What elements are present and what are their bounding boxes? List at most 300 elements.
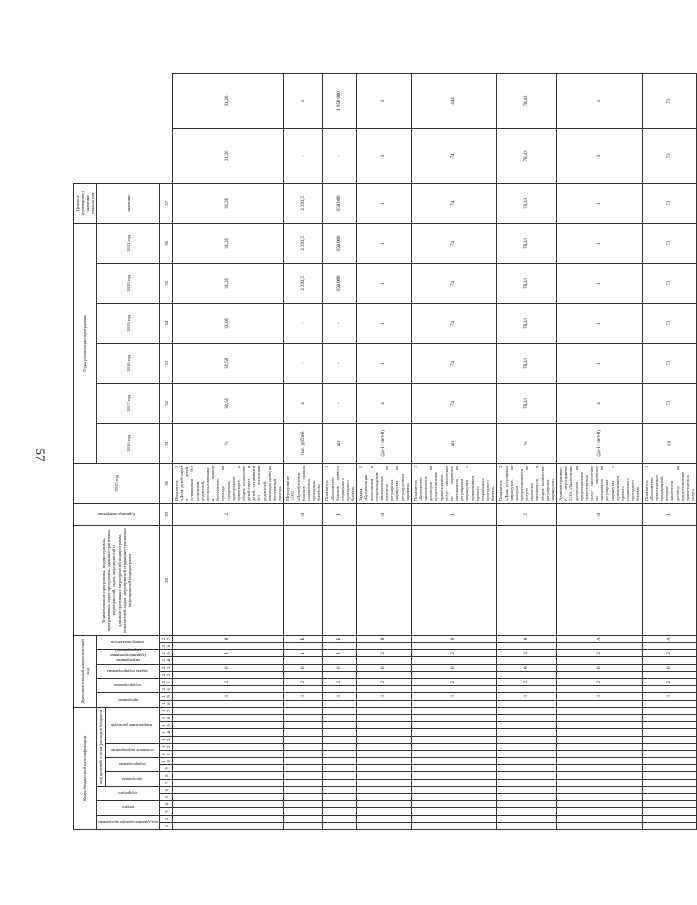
- budget-code-cell: [557, 758, 643, 765]
- column-number-18: 18: [160, 700, 173, 707]
- table-row: [642, 74, 697, 830]
- budget-code-cell: [323, 822, 357, 829]
- target-value-cell: 73: [642, 74, 697, 129]
- budget-code-cell: [357, 758, 412, 765]
- budget-code-cell: [411, 722, 497, 729]
- table-row: [357, 74, 412, 830]
- an-task-header: задача подпрограммы: [97, 664, 160, 678]
- analytic-code-cell: 1: [284, 650, 323, 657]
- analytic-code-pad: [284, 657, 323, 664]
- column-number-30: 30: [160, 463, 173, 503]
- target-value-cell: х: [284, 74, 323, 129]
- analytic-code-pad: [557, 657, 643, 664]
- column-number-36: 36: [160, 223, 173, 263]
- budget-code-cell: [642, 808, 697, 815]
- year-value-cell: 1: [557, 303, 643, 343]
- analytic-code-cell: 3: [557, 693, 643, 700]
- budget-code-cell: [642, 822, 697, 829]
- column-number-37: 37: [160, 183, 173, 223]
- year-value-cell: 2 293,5: [284, 223, 323, 263]
- analytic-code-pad: [497, 686, 557, 693]
- year-value-cell: 650 000: [323, 223, 357, 263]
- year-value-cell: 78,43: [497, 183, 557, 223]
- budget-code-cell: [172, 715, 283, 722]
- budget-code-cell: [357, 779, 412, 786]
- analytic-code-cell: 3: [284, 693, 323, 700]
- analytic-code-cell: 2: [497, 503, 557, 525]
- analytic-code-pad: [411, 700, 497, 707]
- budget-code-cell: [284, 779, 323, 786]
- budget-code-cell: [557, 815, 643, 822]
- budget-code-cell: [323, 772, 357, 779]
- analytic-code-pad: [323, 700, 357, 707]
- base-year-value-cell: х: [557, 383, 643, 423]
- year-value-cell: 73: [642, 263, 697, 303]
- budget-code-cell: [357, 786, 412, 793]
- analytic-code-pad: [357, 657, 412, 664]
- budget-code-cell: [357, 772, 412, 779]
- budget-code-cell: [411, 794, 497, 801]
- an-program-header: программа: [97, 693, 160, 707]
- budget-code-cell: [284, 786, 323, 793]
- year-value-cell: 1: [557, 128, 643, 183]
- column-number-29: 29: [160, 503, 173, 525]
- budget-code-cell: [497, 765, 557, 772]
- budget-code-cell: [497, 750, 557, 757]
- budget-code-cell: [172, 707, 283, 714]
- column-number-21: 21: [160, 678, 173, 685]
- budget-code-cell: [172, 786, 283, 793]
- year-value-cell: -: [323, 303, 357, 343]
- year-value-cell: 1: [357, 303, 412, 343]
- budget-code-cell: [557, 729, 643, 736]
- budget-code-cell: [642, 736, 697, 743]
- column-number-17: 17: [160, 707, 173, 714]
- year-value-cell: 73: [642, 343, 697, 383]
- budget-code-cell: [411, 772, 497, 779]
- analytic-code-pad: [497, 525, 557, 635]
- budget-code-cell: [284, 743, 323, 750]
- years-group-header: Годы реализации программы: [74, 223, 97, 463]
- budget-code-cell: [172, 772, 283, 779]
- budget-code-cell: [497, 779, 557, 786]
- analytic-code-cell: 1: [323, 503, 357, 525]
- column-number-20: 20: [160, 686, 173, 693]
- an-subprogram-header: подпрограмма: [97, 678, 160, 692]
- column-number-8: 8: [160, 772, 173, 779]
- table-row: [497, 74, 557, 830]
- analytic-code-pad: [357, 700, 412, 707]
- target-value-cell: 444: [411, 74, 497, 129]
- analytic-code-cell: 2: [172, 678, 283, 685]
- budget-code-cell: [284, 801, 323, 808]
- budget-code-cell: [172, 758, 283, 765]
- unit-column-header: Единица измерения: [74, 503, 160, 525]
- analytic-code-pad: [323, 657, 357, 664]
- budget-code-cell: [323, 779, 357, 786]
- column-number-22: 22: [160, 671, 173, 678]
- year-value-cell: 1: [357, 128, 412, 183]
- analytic-code-pad: [642, 686, 697, 693]
- budget-code-cell: [497, 707, 557, 714]
- analytic-code-pad: [411, 525, 497, 635]
- budget-code-cell: [284, 765, 323, 772]
- analytic-code-pad: [323, 643, 357, 650]
- budget-code-cell: [642, 815, 697, 822]
- budget-code-cell: [357, 750, 412, 757]
- year-2018-header: 2018 год: [97, 343, 160, 383]
- budget-code-cell: [357, 808, 412, 815]
- year-value-cell: 31,26: [172, 263, 283, 303]
- budget-code-cell: [411, 743, 497, 750]
- budget-code-cell: [497, 794, 557, 801]
- year-value-cell: 1: [357, 263, 412, 303]
- year-value-cell: 78,43: [497, 303, 557, 343]
- budget-code-cell: [497, 736, 557, 743]
- year-value-cell: 78,43: [497, 223, 557, 263]
- analytic-code-cell: 0: [411, 664, 497, 671]
- year-value-cell: -: [323, 343, 357, 383]
- year-value-cell: -: [323, 128, 357, 183]
- analytic-code-pad: [642, 643, 697, 650]
- budget-code-cell: [323, 715, 357, 722]
- codes-group-header: Коды бюджетной классификации: [74, 707, 97, 829]
- budget-code-cell: [411, 707, 497, 714]
- year-value-cell: 73: [642, 303, 697, 343]
- main-event-code-header: основное мероприятие: [105, 743, 160, 757]
- year-value-cell: 78,43: [497, 128, 557, 183]
- analytic-code-cell: 2: [557, 678, 643, 685]
- analytic-code-pad: [323, 525, 357, 635]
- budget-code-cell: [323, 765, 357, 772]
- budget-code-cell: [323, 729, 357, 736]
- analytic-code-pad: [557, 686, 643, 693]
- budget-code-cell: [497, 822, 557, 829]
- analytic-code-cell: 0: [323, 664, 357, 671]
- budget-code-cell: [284, 707, 323, 714]
- landscape-table-container: [73, 73, 695, 830]
- budget-code-cell: [497, 743, 557, 750]
- column-number-4: 4: [160, 801, 173, 808]
- base-year-value-cell: 74: [411, 383, 497, 423]
- an-event-header: мероприятие (административное мероприятие): [97, 650, 160, 664]
- analytic-code-cell: 0: [357, 635, 412, 642]
- indicator-name-cell: Показатель 1 «Количество бланков единого социального проездного билета»: [323, 463, 357, 503]
- budget-code-cell: [323, 758, 357, 765]
- year-value-cell: 78,43: [497, 343, 557, 383]
- budget-code-cell: [642, 772, 697, 779]
- table-row: [284, 74, 323, 830]
- subprogram-code-header: подпрограмма: [105, 758, 160, 772]
- budget-code-cell: [557, 750, 643, 757]
- analytic-code-cell: 2: [357, 650, 412, 657]
- budget-code-cell: [642, 715, 697, 722]
- budget-code-cell: [357, 743, 412, 750]
- budget-code-cell: [411, 750, 497, 757]
- analytic-code-pad: [172, 671, 283, 678]
- program-indicators-table: [73, 73, 697, 830]
- year-value-cell: 74: [411, 128, 497, 183]
- budget-code-cell: [284, 815, 323, 822]
- analytic-code-cell: Б: [284, 635, 323, 642]
- column-number-31: 31: [160, 423, 173, 463]
- analytic-code-cell: Б: [323, 635, 357, 642]
- analytic-code-cell: 0: [284, 503, 323, 525]
- budget-code-cell: [323, 808, 357, 815]
- analytic-code-cell: 3: [357, 693, 412, 700]
- column-number-13: 13: [160, 736, 173, 743]
- budget-code-cell: [557, 786, 643, 793]
- column-number-12: 12: [160, 743, 173, 750]
- budget-code-cell: [642, 750, 697, 757]
- column-number-row: [160, 74, 173, 830]
- year-value-cell: 1: [557, 263, 643, 303]
- budget-code-cell: [172, 808, 283, 815]
- analytic-code-cell: 0: [284, 664, 323, 671]
- column-number-28: 28: [160, 525, 173, 635]
- budget-code-cell: [642, 722, 697, 729]
- year-value-cell: 1: [557, 223, 643, 263]
- analytic-code-cell: 0: [557, 664, 643, 671]
- base-year-value-cell: -: [323, 383, 357, 423]
- analytic-code-pad: [642, 700, 697, 707]
- analytic-code-cell: 2: [284, 678, 323, 685]
- year-value-cell: 78,43: [497, 263, 557, 303]
- analytic-code-cell: 2: [172, 503, 283, 525]
- analytic-code-cell: 1: [323, 650, 357, 657]
- budget-code-cell: [497, 786, 557, 793]
- indicator-name-cell: Показатель 2 «Доля регулярных маршрутов, на которых предоставляются услуги по перевозке пассажиров, в общем количестве регулярных маршрутов»: [497, 463, 557, 503]
- unit-cell: ед: [642, 423, 697, 463]
- table-row: [323, 74, 357, 830]
- analytic-code-pad: [557, 671, 643, 678]
- column-number-19: 19: [160, 693, 173, 700]
- analytic-code-pad: [411, 657, 497, 664]
- budget-code-cell: [284, 736, 323, 743]
- analytic-code-cell: 2: [323, 678, 357, 685]
- analytic-code-pad: [284, 525, 323, 635]
- column-number-15: 15: [160, 722, 173, 729]
- budget-code-cell: [557, 722, 643, 729]
- target-value-cell: х: [557, 74, 643, 129]
- analytic-code-pad: [557, 700, 643, 707]
- budget-code-cell: [323, 750, 357, 757]
- direction-code-header: направление расходов: [105, 707, 160, 743]
- budget-code-cell: [323, 722, 357, 729]
- analytic-code-pad: [172, 643, 283, 650]
- analytic-code-cell: 3: [411, 693, 497, 700]
- analytic-code-pad: [411, 686, 497, 693]
- year-value-cell: 73: [642, 223, 697, 263]
- budget-code-cell: [497, 801, 557, 808]
- budget-code-cell: [497, 772, 557, 779]
- budget-code-cell: [172, 736, 283, 743]
- budget-code-cell: [172, 779, 283, 786]
- budget-code-cell: [357, 794, 412, 801]
- year-value-cell: 650 000: [323, 263, 357, 303]
- analytic-code-pad: [642, 525, 697, 635]
- analytic-code-pad: [497, 700, 557, 707]
- budget-code-cell: [172, 722, 283, 729]
- analytic-code-cell: 3: [642, 693, 697, 700]
- analytic-code-cell: 0: [411, 635, 497, 642]
- budget-code-cell: [557, 808, 643, 815]
- analytic-code-cell: 0: [557, 503, 643, 525]
- budget-code-cell: [323, 707, 357, 714]
- base-year-value-cell: 78,43: [497, 383, 557, 423]
- analytic-code-pad: [497, 643, 557, 650]
- header-row-2: [97, 74, 106, 830]
- budget-code-cell: [497, 715, 557, 722]
- budget-code-cell: [642, 743, 697, 750]
- analytic-group-header: Дополнительный аналитический код: [74, 635, 97, 707]
- program-code-header: программа: [105, 772, 160, 786]
- analytic-code-cell: А: [557, 635, 643, 642]
- column-number-6: 6: [160, 786, 173, 793]
- analytic-code-pad: [172, 525, 283, 635]
- column-number-25: 25: [160, 650, 173, 657]
- analytic-code-cell: 2: [497, 678, 557, 685]
- budget-code-cell: [557, 772, 643, 779]
- indicator-name-cell: Мероприятие 1.003 «Приобретение бланков единых социальных проездных билетов»: [284, 463, 323, 503]
- analytic-code-pad: [411, 671, 497, 678]
- column-number-2: 2: [160, 815, 173, 822]
- unit-cell: шт: [323, 423, 357, 463]
- budget-code-cell: [357, 736, 412, 743]
- subsection-header: подраздел: [97, 786, 160, 800]
- budget-code-cell: [557, 707, 643, 714]
- column-number-26: 26: [160, 643, 173, 650]
- analytic-code-cell: 1: [172, 650, 283, 657]
- budget-code-cell: [411, 779, 497, 786]
- year-value-cell: 1: [357, 223, 412, 263]
- analytic-code-cell: 0: [357, 503, 412, 525]
- budget-code-cell: [642, 794, 697, 801]
- year-value-cell: 2 293,5: [284, 263, 323, 303]
- budget-code-cell: [557, 765, 643, 772]
- section-header: раздел: [97, 801, 160, 815]
- analytic-code-cell: 3: [497, 693, 557, 700]
- column-number-5: 5: [160, 794, 173, 801]
- budget-code-cell: [172, 822, 283, 829]
- budget-code-cell: [411, 815, 497, 822]
- year-value-cell: 31,26: [172, 183, 283, 223]
- year-value-cell: 74: [411, 263, 497, 303]
- table-row: [172, 74, 283, 830]
- budget-article-header: код целевой статьи расходов бюджета: [97, 707, 106, 786]
- budget-code-cell: [411, 736, 497, 743]
- year-value-cell: 74: [411, 223, 497, 263]
- budget-code-cell: [172, 765, 283, 772]
- analytic-code-cell: 3: [323, 693, 357, 700]
- rotated-sheet: [73, 73, 695, 830]
- budget-code-cell: [557, 794, 643, 801]
- budget-code-cell: [284, 808, 323, 815]
- budget-code-cell: [497, 808, 557, 815]
- analytic-code-pad: [557, 525, 643, 635]
- analytic-code-cell: 2: [497, 650, 557, 657]
- budget-code-cell: [284, 729, 323, 736]
- page-number: 57: [33, 448, 48, 462]
- budget-code-cell: [323, 815, 357, 822]
- budget-code-cell: [284, 758, 323, 765]
- budget-code-cell: [284, 750, 323, 757]
- analytic-code-pad: [284, 671, 323, 678]
- target-value-cell: 1 950 000: [323, 74, 357, 129]
- column-number-3: 3: [160, 808, 173, 815]
- year-2016-header: 2016 год: [97, 423, 160, 463]
- budget-code-cell: [411, 786, 497, 793]
- column-number-1: 1: [160, 822, 173, 829]
- budget-code-cell: [411, 715, 497, 722]
- unit-cell: шт: [411, 423, 497, 463]
- budget-code-cell: [557, 779, 643, 786]
- budget-code-cell: [357, 765, 412, 772]
- budget-code-cell: [557, 715, 643, 722]
- column-number-9: 9: [160, 765, 173, 772]
- analytic-code-pad: [497, 671, 557, 678]
- unit-cell: (да-1 / нет-0): [557, 423, 643, 463]
- column-number-7: 7: [160, 779, 173, 786]
- indicator-name-cell: Показатель 1 «Количество заключенных договоров на предоставление транспортных услуг населению по перевозке пассажиров по регулярным маршрутам с применением единого социального проездного билета»: [411, 463, 497, 503]
- analytic-code-pad: [357, 671, 412, 678]
- analytic-code-cell: 1: [642, 503, 697, 525]
- analytic-code-pad: [411, 643, 497, 650]
- analytic-code-pad: [172, 686, 283, 693]
- analytic-code-cell: 2: [642, 678, 697, 685]
- year-value-cell: 31,26: [172, 128, 283, 183]
- indicator-name-cell: Задача 2 «Организация выполнения и сопровождения заключенных проектов на регулярных маршрутах по регулируемым тарифам»: [357, 463, 412, 503]
- analytic-code-cell: 2: [357, 678, 412, 685]
- base-year-value-cell: х: [284, 383, 323, 423]
- year-2020-header: 2020 год: [97, 263, 160, 303]
- year-value-cell: 31,26: [172, 223, 283, 263]
- year-2021-header: 2021 год: [97, 223, 160, 263]
- base-year-value-cell: 30,56: [172, 383, 283, 423]
- analytic-code-pad: [357, 686, 412, 693]
- budget-code-cell: [642, 729, 697, 736]
- year-value-cell: 73: [642, 183, 697, 223]
- analytic-code-cell: 2: [411, 678, 497, 685]
- target-value-cell: 1: [357, 74, 412, 129]
- table-row: [411, 74, 497, 830]
- year-value-cell: -: [284, 128, 323, 183]
- analytic-code-cell: 2: [411, 650, 497, 657]
- indicator-name-cell: Административное мероприятие 2.001 «Заключение договоров на предоставление транспортных услуг населению по перевозке пассажиров на регулярных маршрутах с применением единого социального проездного билета»: [557, 463, 643, 503]
- target-header: Целевое (суммарное) значение показателя: [74, 183, 97, 223]
- table-row: [557, 74, 643, 830]
- budget-code-cell: [642, 801, 697, 808]
- target-value-cell: 31,26: [172, 74, 283, 129]
- budget-code-cell: [411, 808, 497, 815]
- column-number-10: 10: [160, 758, 173, 765]
- budget-code-cell: [557, 743, 643, 750]
- year-value-cell: 74: [411, 343, 497, 383]
- analytic-code-pad: [357, 525, 412, 635]
- budget-code-cell: [323, 794, 357, 801]
- budget-code-cell: [284, 715, 323, 722]
- analytic-code-pad: [284, 686, 323, 693]
- year-value-cell: -: [284, 343, 323, 383]
- budget-code-cell: [284, 794, 323, 801]
- unit-cell: %: [497, 423, 557, 463]
- base-year-value-cell: 73: [642, 383, 697, 423]
- budget-code-cell: [642, 765, 697, 772]
- year-value-cell: 74: [411, 183, 497, 223]
- budget-code-cell: [172, 729, 283, 736]
- budget-code-cell: [642, 707, 697, 714]
- analytic-code-cell: 0: [172, 635, 283, 642]
